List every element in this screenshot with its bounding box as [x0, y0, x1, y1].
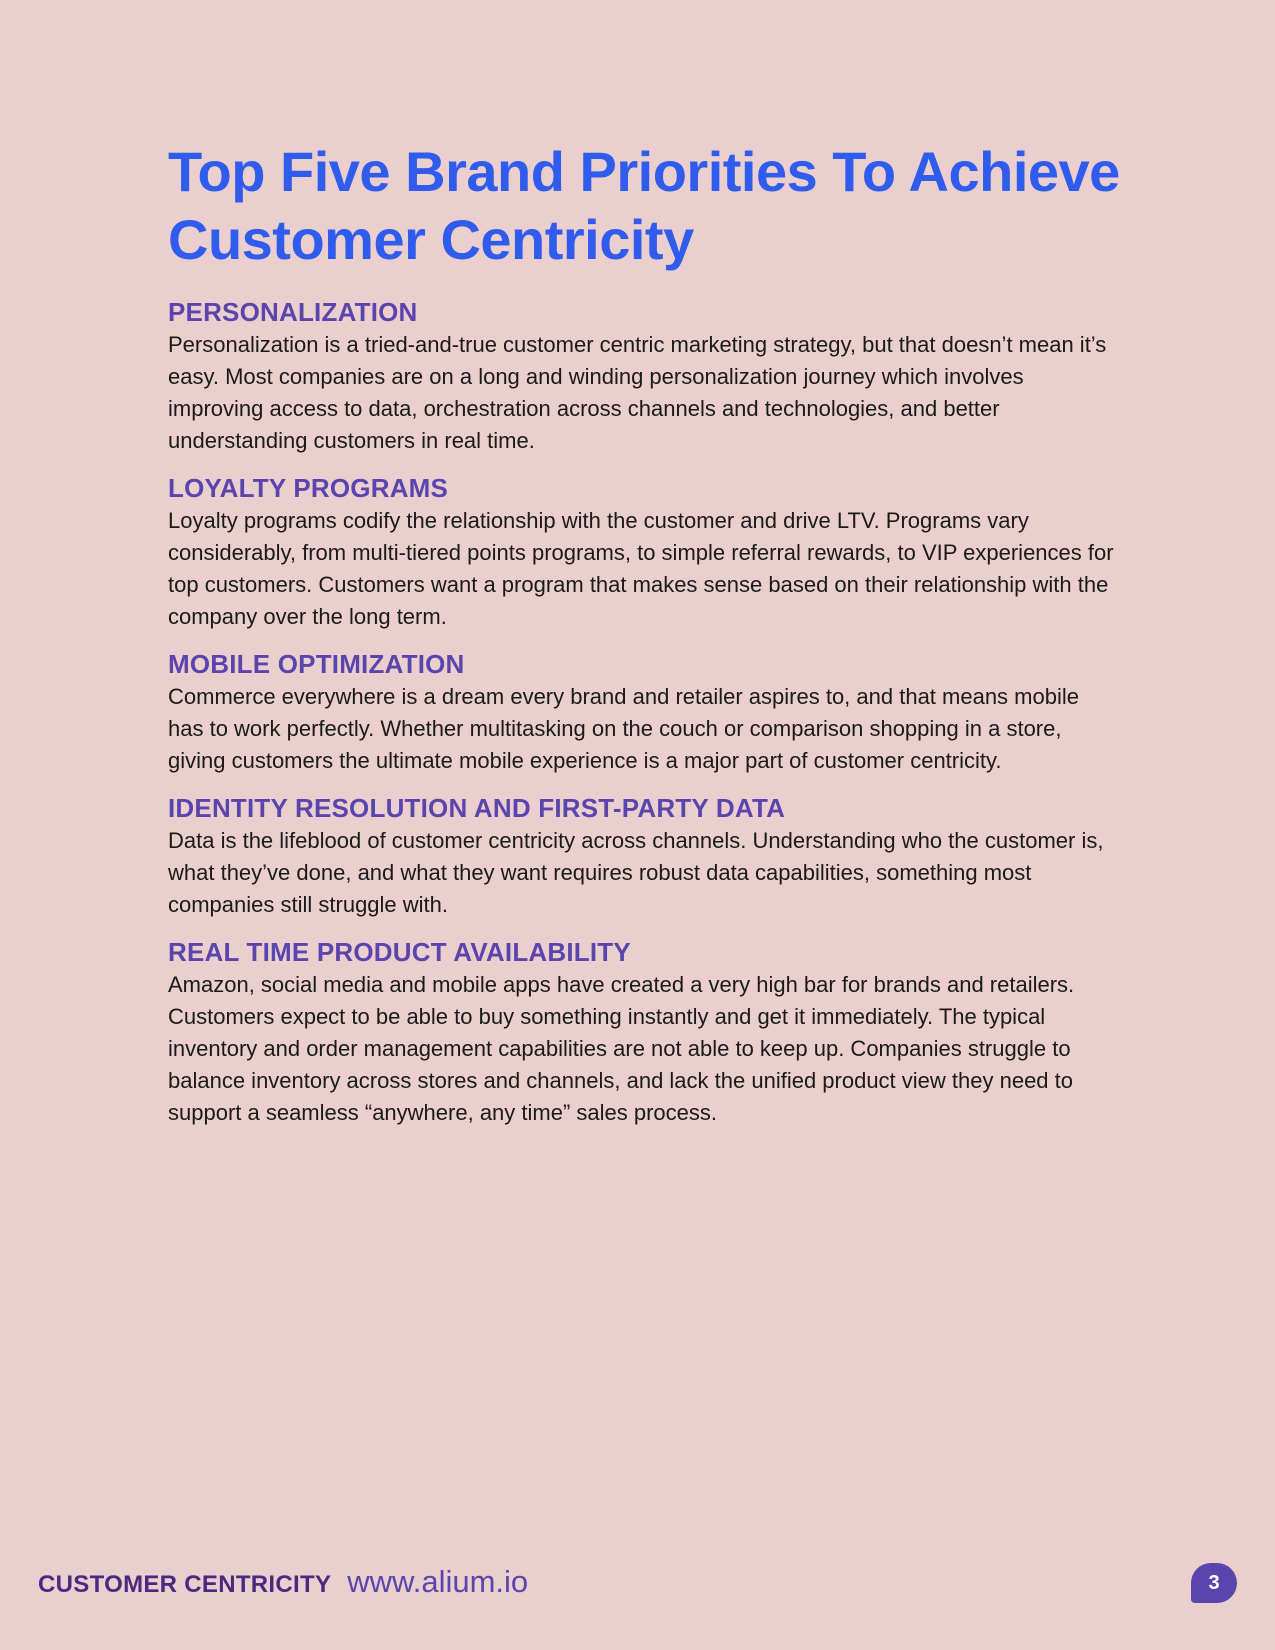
- section-mobile-optimization: [168, 647, 1118, 777]
- footer: [38, 1564, 528, 1600]
- section-identity-resolution: [168, 791, 1118, 921]
- section-body: Personalization is a tried-and-true customer centric marketing strategy, but that doesn’t mean it’s easy. Most companies are on a long and winding personalization journey which involves improving access to data, orchestration across channels and technologies, and better understanding customers in real time.: [168, 332, 1107, 453]
- page-title: Top Five Brand Priorities To Achieve Customer Centricity: [168, 140, 1120, 271]
- section-real-time-availability: [168, 935, 1118, 1129]
- section-body: Data is the lifeblood of customer centricity across channels. Understanding who the customer is, what they’ve done, and what they want requires robust data capabilities, something most companies still struggle with.: [168, 828, 1104, 917]
- section-loyalty-programs: [168, 471, 1118, 633]
- section-personalization: [168, 295, 1118, 457]
- section-body: Commerce everywhere is a dream every brand and retailer aspires to, and that means mobile has to work perfectly. Whether multitasking on the couch or comparison shopping in a store, giving customers the ultimate mobile experience is a major part of customer centricity.: [168, 684, 1079, 773]
- section-heading: MOBILE OPTIMIZATION: [168, 649, 465, 679]
- page-number-badge: 3: [1191, 1563, 1237, 1603]
- section-heading: IDENTITY RESOLUTION AND FIRST-PARTY DATA: [168, 793, 786, 823]
- main-content: [168, 295, 1118, 1143]
- section-body: Amazon, social media and mobile apps have created a very high bar for brands and retailers. Customers expect to be able to buy something instantly and get it immediately. The typical inventory and order management capabilities are not able to keep up. Companies struggle to balance inventory across stores and channels, and lack the unified product view they need to support a seamless “anywhere, any time” sales process.: [168, 972, 1075, 1125]
- section-heading: PERSONALIZATION: [168, 297, 418, 327]
- footer-label: CUSTOMER CENTRICITY: [38, 1571, 332, 1598]
- section-heading: REAL TIME PRODUCT AVAILABILITY: [168, 937, 631, 967]
- footer-url-link[interactable]: www.alium.io: [347, 1564, 529, 1599]
- section-body: Loyalty programs codify the relationship with the customer and drive LTV. Programs vary considerably, from multi-tiered points programs, to simple referral rewards, to VIP experiences for top customers. Customers want a program that makes sense based on their relationship with the company over the long term.: [168, 508, 1114, 629]
- section-heading: LOYALTY PROGRAMS: [168, 473, 449, 503]
